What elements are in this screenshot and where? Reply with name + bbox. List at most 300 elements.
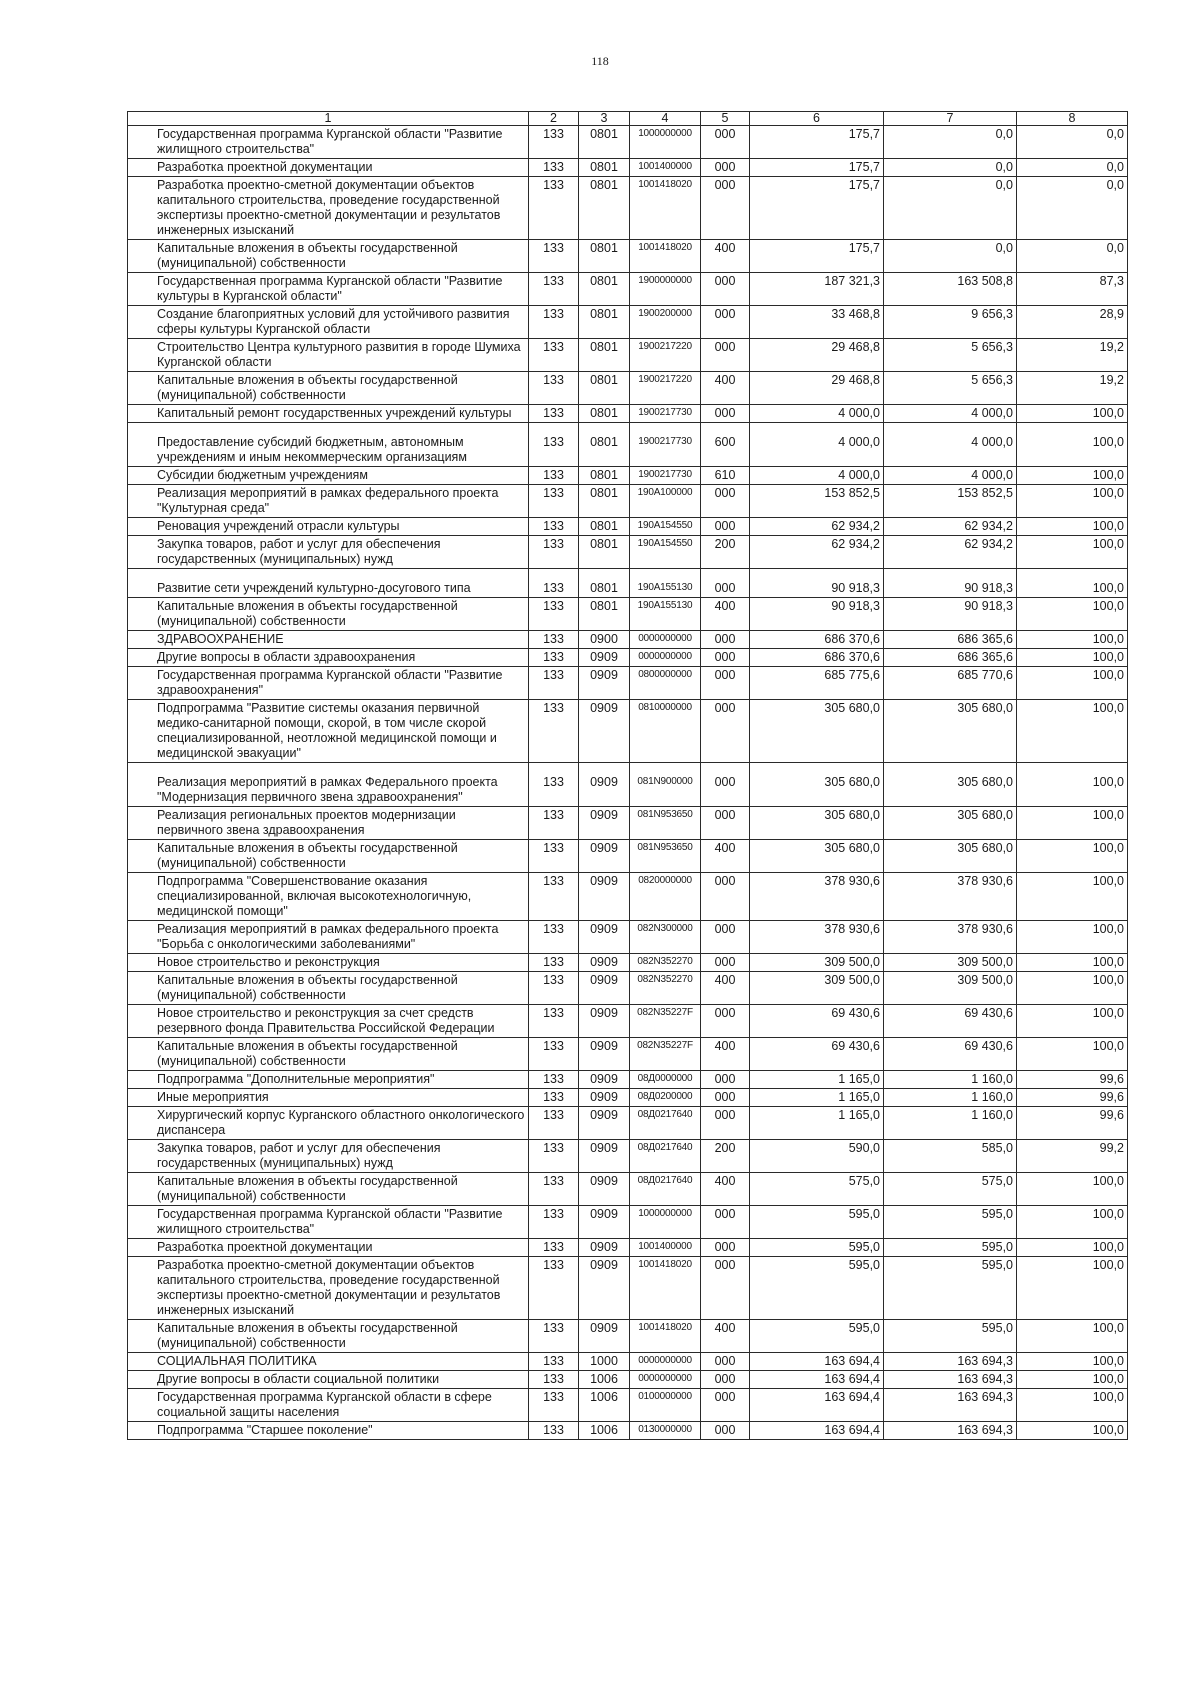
row-c5: 000 <box>701 569 750 598</box>
row-c2: 133 <box>529 1353 579 1371</box>
row-c7: 163 694,3 <box>884 1422 1017 1440</box>
row-name-text: Развитие сети учреждений культурно-досугового типа <box>157 581 471 595</box>
row-name <box>128 569 529 598</box>
row-c4: 0820000000 <box>630 873 701 921</box>
row-c4: 08Д0000000 <box>630 1071 701 1089</box>
row-c5: 000 <box>701 339 750 372</box>
row-c2: 133 <box>529 631 579 649</box>
row-c8: 100,0 <box>1017 1353 1128 1371</box>
row-name <box>128 1206 529 1239</box>
row-name <box>128 1353 529 1371</box>
row-c8: 100,0 <box>1017 763 1128 807</box>
table-row <box>128 273 1128 306</box>
row-c3: 0909 <box>579 649 630 667</box>
table-row <box>128 536 1128 569</box>
row-c7: 163 694,3 <box>884 1371 1017 1389</box>
row-c5: 400 <box>701 598 750 631</box>
row-name-text: Капитальные вложения в объекты государственной (муниципальной) собственности <box>157 1174 458 1203</box>
row-c2: 133 <box>529 1206 579 1239</box>
row-c8: 19,2 <box>1017 372 1128 405</box>
row-name-text: Капитальные вложения в объекты государственной (муниципальной) собственности <box>157 1039 458 1068</box>
row-c6: 309 500,0 <box>750 954 884 972</box>
row-c7: 163 694,3 <box>884 1389 1017 1422</box>
row-c5: 000 <box>701 873 750 921</box>
row-name-text: Подпрограмма "Совершенствование оказания специализированной, включая высокотехнологичную, медицинской помощи" <box>157 874 472 918</box>
row-c4: 08Д0200000 <box>630 1089 701 1107</box>
row-c8: 99,6 <box>1017 1089 1128 1107</box>
row-c4: 1900217730 <box>630 423 701 467</box>
row-c7: 9 656,3 <box>884 306 1017 339</box>
row-c5: 400 <box>701 1038 750 1071</box>
row-c2: 133 <box>529 700 579 763</box>
row-c7: 309 500,0 <box>884 954 1017 972</box>
row-c5: 400 <box>701 1320 750 1353</box>
row-c8: 100,0 <box>1017 649 1128 667</box>
row-c7: 69 430,6 <box>884 1005 1017 1038</box>
row-name <box>128 763 529 807</box>
row-name-text: ЗДРАВООХРАНЕНИЕ <box>157 632 284 646</box>
row-c5: 000 <box>701 1071 750 1089</box>
row-c6: 62 934,2 <box>750 536 884 569</box>
row-c2: 133 <box>529 1320 579 1353</box>
row-c3: 0909 <box>579 1005 630 1038</box>
row-name <box>128 423 529 467</box>
row-name-text: Государственная программа Курганской области "Развитие культуры в Курганской области" <box>157 274 503 303</box>
row-c6: 575,0 <box>750 1173 884 1206</box>
row-c4: 082N352270 <box>630 954 701 972</box>
row-c6: 90 918,3 <box>750 598 884 631</box>
row-c8: 99,2 <box>1017 1140 1128 1173</box>
row-c2: 133 <box>529 1107 579 1140</box>
row-c7: 309 500,0 <box>884 972 1017 1005</box>
row-c7: 686 365,6 <box>884 649 1017 667</box>
row-c4: 0000000000 <box>630 1371 701 1389</box>
row-c2: 133 <box>529 1089 579 1107</box>
table-row <box>128 423 1128 467</box>
row-c3: 0909 <box>579 1320 630 1353</box>
row-c3: 0900 <box>579 631 630 649</box>
table-row <box>128 1239 1128 1257</box>
table-row <box>128 763 1128 807</box>
row-c3: 0801 <box>579 159 630 177</box>
table-row <box>128 1320 1128 1353</box>
row-c7: 595,0 <box>884 1257 1017 1320</box>
row-name <box>128 954 529 972</box>
row-c4: 081N953650 <box>630 807 701 840</box>
row-c2: 133 <box>529 518 579 536</box>
row-name-text: Создание благоприятных условий для устойчивого развития сферы культуры Курганской области <box>157 307 510 336</box>
row-c8: 87,3 <box>1017 273 1128 306</box>
budget-table <box>127 111 1128 1440</box>
row-name <box>128 700 529 763</box>
row-name-text: Новое строительство и реконструкция <box>157 955 380 969</box>
row-c2: 133 <box>529 1173 579 1206</box>
row-c5: 000 <box>701 807 750 840</box>
row-name-text: Капитальные вложения в объекты государственной (муниципальной) собственности <box>157 373 458 402</box>
row-c7: 0,0 <box>884 177 1017 240</box>
row-name <box>128 1071 529 1089</box>
row-name-text: Капитальные вложения в объекты государственной (муниципальной) собственности <box>157 241 458 270</box>
row-c8: 100,0 <box>1017 536 1128 569</box>
header-cell-8: 8 <box>1017 112 1128 126</box>
row-c2: 133 <box>529 598 579 631</box>
row-c4: 190A100000 <box>630 485 701 518</box>
row-c6: 4 000,0 <box>750 467 884 485</box>
row-name <box>128 177 529 240</box>
row-c7: 4 000,0 <box>884 405 1017 423</box>
row-c8: 100,0 <box>1017 485 1128 518</box>
row-c7: 305 680,0 <box>884 807 1017 840</box>
table-row <box>128 405 1128 423</box>
row-c5: 610 <box>701 467 750 485</box>
row-c7: 595,0 <box>884 1320 1017 1353</box>
row-c3: 1006 <box>579 1389 630 1422</box>
row-c8: 100,0 <box>1017 518 1128 536</box>
table-row <box>128 126 1128 159</box>
row-c5: 400 <box>701 240 750 273</box>
row-c4: 1001418020 <box>630 1257 701 1320</box>
table-row <box>128 1257 1128 1320</box>
table-row <box>128 954 1128 972</box>
row-c4: 082N35227F <box>630 1038 701 1071</box>
row-name <box>128 667 529 700</box>
row-c2: 133 <box>529 372 579 405</box>
row-c6: 4 000,0 <box>750 423 884 467</box>
table-row <box>128 485 1128 518</box>
row-name <box>128 339 529 372</box>
table-row <box>128 840 1128 873</box>
row-c4: 0130000000 <box>630 1422 701 1440</box>
row-c7: 69 430,6 <box>884 1038 1017 1071</box>
row-c2: 133 <box>529 873 579 921</box>
row-name-text: Другие вопросы в области здравоохранения <box>157 650 416 664</box>
table-row <box>128 649 1128 667</box>
row-c2: 133 <box>529 126 579 159</box>
row-c6: 1 165,0 <box>750 1107 884 1140</box>
row-c5: 000 <box>701 306 750 339</box>
row-name <box>128 126 529 159</box>
row-c4: 1900000000 <box>630 273 701 306</box>
row-c8: 100,0 <box>1017 1422 1128 1440</box>
row-c4: 081N900000 <box>630 763 701 807</box>
row-name-text: Разработка проектно-сметной документации объектов капитального строительства, проведение государственной экспертизы проектно-сметной документации и результатов инженерных изысканий <box>157 1258 501 1317</box>
header-cell-4: 4 <box>630 112 701 126</box>
row-c7: 595,0 <box>884 1206 1017 1239</box>
row-c6: 163 694,4 <box>750 1353 884 1371</box>
row-c7: 585,0 <box>884 1140 1017 1173</box>
row-c4: 190A155130 <box>630 569 701 598</box>
row-c8: 0,0 <box>1017 240 1128 273</box>
row-c2: 133 <box>529 306 579 339</box>
row-c7: 1 160,0 <box>884 1107 1017 1140</box>
row-c2: 133 <box>529 1005 579 1038</box>
row-c3: 0909 <box>579 1206 630 1239</box>
table-row <box>128 700 1128 763</box>
row-c3: 0801 <box>579 536 630 569</box>
row-c3: 0909 <box>579 954 630 972</box>
row-c7: 0,0 <box>884 159 1017 177</box>
row-name-text: Подпрограмма "Дополнительные мероприятия" <box>157 1072 435 1086</box>
row-c4: 1900217730 <box>630 405 701 423</box>
row-c7: 595,0 <box>884 1239 1017 1257</box>
row-c6: 305 680,0 <box>750 763 884 807</box>
row-name <box>128 1371 529 1389</box>
row-c3: 0801 <box>579 405 630 423</box>
row-c2: 133 <box>529 159 579 177</box>
row-c5: 000 <box>701 485 750 518</box>
row-c6: 175,7 <box>750 177 884 240</box>
row-c2: 133 <box>529 467 579 485</box>
row-name <box>128 372 529 405</box>
row-c7: 0,0 <box>884 126 1017 159</box>
row-name <box>128 405 529 423</box>
row-name-text: Строительство Центра культурного развития в городе Шумиха Курганской области <box>157 340 521 369</box>
row-c4: 0810000000 <box>630 700 701 763</box>
row-c2: 133 <box>529 840 579 873</box>
table-row <box>128 873 1128 921</box>
row-name-text: Разработка проектно-сметной документации объектов капитального строительства, проведение государственной экспертизы проектно-сметной документации и результатов инженерных изысканий <box>157 178 501 237</box>
table-row <box>128 972 1128 1005</box>
row-name <box>128 1389 529 1422</box>
header-cell-3: 3 <box>579 112 630 126</box>
row-c8: 100,0 <box>1017 1371 1128 1389</box>
table-row <box>128 177 1128 240</box>
row-c8: 100,0 <box>1017 423 1128 467</box>
row-c3: 0909 <box>579 873 630 921</box>
row-name <box>128 1140 529 1173</box>
row-c2: 133 <box>529 240 579 273</box>
row-c4: 0000000000 <box>630 1353 701 1371</box>
row-c6: 69 430,6 <box>750 1005 884 1038</box>
row-name-text: Субсидии бюджетным учреждениям <box>157 468 368 482</box>
row-name-text: Реновация учреждений отрасли культуры <box>157 519 400 533</box>
row-name-text: Предоставление субсидий бюджетным, автономным учреждениям и иным некоммерческим организациям <box>157 435 467 464</box>
row-c6: 595,0 <box>750 1257 884 1320</box>
row-c6: 175,7 <box>750 240 884 273</box>
row-name <box>128 807 529 840</box>
table-row <box>128 1071 1128 1089</box>
row-name <box>128 1239 529 1257</box>
header-row <box>128 112 1128 126</box>
row-c6: 590,0 <box>750 1140 884 1173</box>
row-c6: 163 694,4 <box>750 1371 884 1389</box>
row-name-text: Закупка товаров, работ и услуг для обеспечения государственных (муниципальных) нужд <box>157 537 441 566</box>
row-c8: 100,0 <box>1017 1320 1128 1353</box>
row-c2: 133 <box>529 1422 579 1440</box>
row-c4: 1900217730 <box>630 467 701 485</box>
row-c4: 082N300000 <box>630 921 701 954</box>
row-c6: 153 852,5 <box>750 485 884 518</box>
row-c2: 133 <box>529 921 579 954</box>
row-c8: 28,9 <box>1017 306 1128 339</box>
header-cell-5: 5 <box>701 112 750 126</box>
row-c6: 685 775,6 <box>750 667 884 700</box>
row-c4: 1900200000 <box>630 306 701 339</box>
row-c5: 400 <box>701 840 750 873</box>
table-row <box>128 372 1128 405</box>
row-c5: 000 <box>701 1107 750 1140</box>
table-row <box>128 1140 1128 1173</box>
row-c2: 133 <box>529 569 579 598</box>
row-name-text: Капитальные вложения в объекты государственной (муниципальной) собственности <box>157 841 458 870</box>
row-name <box>128 536 529 569</box>
row-c8: 100,0 <box>1017 467 1128 485</box>
row-name-text: Разработка проектной документации <box>157 1240 373 1254</box>
row-c6: 305 680,0 <box>750 807 884 840</box>
row-c7: 163 508,8 <box>884 273 1017 306</box>
row-name-text: Капитальные вложения в объекты государственной (муниципальной) собственности <box>157 599 458 628</box>
row-c7: 685 770,6 <box>884 667 1017 700</box>
row-c2: 133 <box>529 1071 579 1089</box>
row-c8: 99,6 <box>1017 1107 1128 1140</box>
row-c8: 100,0 <box>1017 405 1128 423</box>
row-c3: 0909 <box>579 921 630 954</box>
row-c5: 000 <box>701 1371 750 1389</box>
row-c3: 0801 <box>579 339 630 372</box>
row-name <box>128 1320 529 1353</box>
row-c4: 1001418020 <box>630 177 701 240</box>
table-row <box>128 1371 1128 1389</box>
table-row <box>128 807 1128 840</box>
row-c6: 4 000,0 <box>750 405 884 423</box>
row-c8: 100,0 <box>1017 873 1128 921</box>
row-name-text: Государственная программа Курганской области "Развитие жилищного строительства" <box>157 1207 503 1236</box>
row-c3: 0909 <box>579 1038 630 1071</box>
row-c5: 000 <box>701 1422 750 1440</box>
row-c3: 0909 <box>579 1107 630 1140</box>
row-c6: 309 500,0 <box>750 972 884 1005</box>
row-c5: 200 <box>701 1140 750 1173</box>
row-c4: 0800000000 <box>630 667 701 700</box>
row-c6: 595,0 <box>750 1206 884 1239</box>
row-name <box>128 631 529 649</box>
row-c8: 0,0 <box>1017 126 1128 159</box>
row-c3: 1006 <box>579 1371 630 1389</box>
row-c8: 100,0 <box>1017 1389 1128 1422</box>
row-c7: 1 160,0 <box>884 1089 1017 1107</box>
row-c5: 000 <box>701 1257 750 1320</box>
row-c4: 1001418020 <box>630 240 701 273</box>
row-c5: 000 <box>701 159 750 177</box>
row-c2: 133 <box>529 1389 579 1422</box>
row-c7: 305 680,0 <box>884 700 1017 763</box>
row-c6: 1 165,0 <box>750 1089 884 1107</box>
row-c4: 1001400000 <box>630 159 701 177</box>
row-c8: 100,0 <box>1017 954 1128 972</box>
row-c5: 000 <box>701 1389 750 1422</box>
row-c4: 082N35227F <box>630 1005 701 1038</box>
row-c2: 133 <box>529 954 579 972</box>
table-body <box>128 126 1128 1440</box>
row-name-text: Капитальные вложения в объекты государственной (муниципальной) собственности <box>157 1321 458 1350</box>
table-row <box>128 339 1128 372</box>
row-c7: 575,0 <box>884 1173 1017 1206</box>
row-name <box>128 467 529 485</box>
row-name-text: Подпрограмма "Развитие системы оказания первичной медико-санитарной помощи, скорой, в том числе скорой специализированной, неотложной медицинской помощи и медицинской эвакуации" <box>157 701 497 760</box>
row-c2: 133 <box>529 763 579 807</box>
row-c2: 133 <box>529 1257 579 1320</box>
row-name-text: СОЦИАЛЬНАЯ ПОЛИТИКА <box>157 1354 317 1368</box>
row-name <box>128 972 529 1005</box>
row-c3: 1000 <box>579 1353 630 1371</box>
row-c8: 100,0 <box>1017 667 1128 700</box>
row-c6: 29 468,8 <box>750 339 884 372</box>
table-row <box>128 569 1128 598</box>
header-cell-7: 7 <box>884 112 1017 126</box>
row-c6: 378 930,6 <box>750 873 884 921</box>
row-name-text: Реализация мероприятий в рамках Федерального проекта "Модернизация первичного звена здравоохранения" <box>157 775 498 804</box>
row-c6: 305 680,0 <box>750 700 884 763</box>
row-c8: 100,0 <box>1017 1257 1128 1320</box>
row-name-text: Разработка проектной документации <box>157 160 373 174</box>
row-c4: 1001400000 <box>630 1239 701 1257</box>
row-c8: 0,0 <box>1017 177 1128 240</box>
row-name <box>128 1173 529 1206</box>
row-c3: 0801 <box>579 126 630 159</box>
row-c2: 133 <box>529 339 579 372</box>
row-name <box>128 518 529 536</box>
row-c6: 1 165,0 <box>750 1071 884 1089</box>
row-c7: 1 160,0 <box>884 1071 1017 1089</box>
table-row <box>128 1206 1128 1239</box>
table-row <box>128 667 1128 700</box>
row-name <box>128 649 529 667</box>
row-name <box>128 840 529 873</box>
row-c4: 190A155130 <box>630 598 701 631</box>
row-name <box>128 1038 529 1071</box>
row-c6: 175,7 <box>750 126 884 159</box>
row-name-text: Другие вопросы в области социальной политики <box>157 1372 440 1386</box>
row-c2: 133 <box>529 273 579 306</box>
row-c5: 000 <box>701 667 750 700</box>
row-c7: 305 680,0 <box>884 840 1017 873</box>
row-c3: 0909 <box>579 1239 630 1257</box>
row-c3: 0909 <box>579 807 630 840</box>
row-c3: 1006 <box>579 1422 630 1440</box>
row-c6: 33 468,8 <box>750 306 884 339</box>
row-c8: 100,0 <box>1017 807 1128 840</box>
row-c7: 378 930,6 <box>884 921 1017 954</box>
header-cell-6: 6 <box>750 112 884 126</box>
row-c4: 0100000000 <box>630 1389 701 1422</box>
row-c6: 90 918,3 <box>750 569 884 598</box>
row-name <box>128 1422 529 1440</box>
page-number: 118 <box>591 54 609 68</box>
row-c3: 0801 <box>579 423 630 467</box>
row-c4: 190A154550 <box>630 536 701 569</box>
row-c7: 4 000,0 <box>884 467 1017 485</box>
row-name <box>128 1107 529 1140</box>
row-c8: 99,6 <box>1017 1071 1128 1089</box>
table-row <box>128 1038 1128 1071</box>
row-c2: 133 <box>529 1140 579 1173</box>
row-c6: 686 370,6 <box>750 631 884 649</box>
row-c5: 400 <box>701 1173 750 1206</box>
row-c3: 0909 <box>579 1257 630 1320</box>
row-c6: 187 321,3 <box>750 273 884 306</box>
row-c3: 0801 <box>579 240 630 273</box>
row-c8: 100,0 <box>1017 1038 1128 1071</box>
row-c3: 0801 <box>579 273 630 306</box>
row-c6: 595,0 <box>750 1320 884 1353</box>
row-c7: 305 680,0 <box>884 763 1017 807</box>
row-c5: 000 <box>701 126 750 159</box>
row-name-text: Подпрограмма "Старшее поколение" <box>157 1423 373 1437</box>
row-c8: 100,0 <box>1017 1005 1128 1038</box>
row-c5: 000 <box>701 518 750 536</box>
row-c5: 400 <box>701 372 750 405</box>
row-c5: 000 <box>701 1005 750 1038</box>
